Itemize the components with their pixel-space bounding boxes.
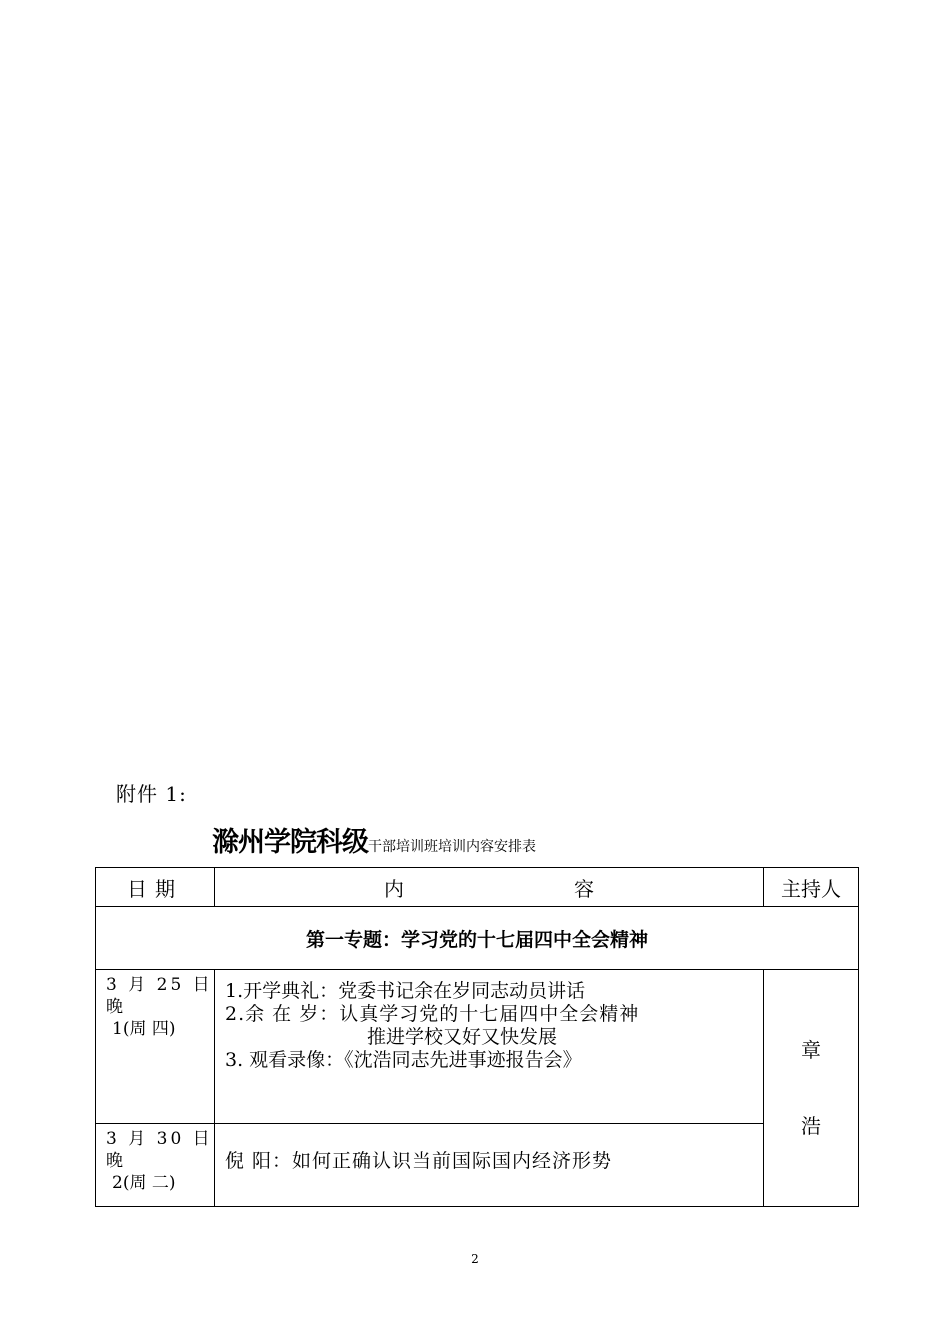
header-row — [96, 868, 859, 907]
table-row — [96, 970, 859, 1124]
schedule-table — [95, 867, 859, 1207]
header-content-right: 容 — [574, 876, 594, 901]
header-content-left: 内 — [384, 876, 404, 901]
content-cell — [215, 970, 764, 1124]
table-row — [96, 1124, 859, 1207]
header-date: 日期 — [96, 868, 215, 907]
date-line: 3 月 30 日 — [106, 1129, 213, 1149]
document-title — [212, 820, 536, 859]
content-cell — [215, 1124, 764, 1207]
host-cell — [764, 970, 859, 1207]
content-item: 2.余 在 岁：认真学习党的十七届四中全会精神 — [225, 1003, 640, 1025]
content-item: 1.开学典礼：党委书记余在岁同志动员讲话 — [225, 980, 586, 1002]
host-char: 章 — [801, 1038, 821, 1062]
content-item: 3. 观看录像：《沈浩同志先进事迹报告会》 — [225, 1049, 582, 1071]
topic-row — [96, 907, 859, 970]
page-number: 2 — [471, 1252, 479, 1266]
title-main: 滁州学院科级 — [212, 827, 368, 858]
host-char: 浩 — [801, 1114, 821, 1138]
header-host: 主持人 — [764, 868, 859, 907]
topic-title: 第一专题：学习党的十七届四中全会精神 — [96, 907, 859, 970]
date-cell — [96, 970, 215, 1124]
date-line: 晚 — [106, 1151, 123, 1171]
attachment-label: 附件 1: — [116, 782, 187, 806]
header-content — [215, 868, 764, 907]
date-line: 晚 — [106, 997, 123, 1017]
title-sub: 干部培训班培训内容安排表 — [368, 839, 536, 855]
content-item: 倪 阳：如何正确认识当前国际国内经济形势 — [225, 1149, 613, 1172]
date-line: 3 月 25 日 — [106, 975, 213, 995]
date-line: 1(周 四) — [112, 1019, 176, 1039]
date-cell — [96, 1124, 215, 1207]
date-line: 2(周 二) — [112, 1173, 176, 1193]
content-item: 推进学校又好又快发展 — [367, 1026, 558, 1048]
